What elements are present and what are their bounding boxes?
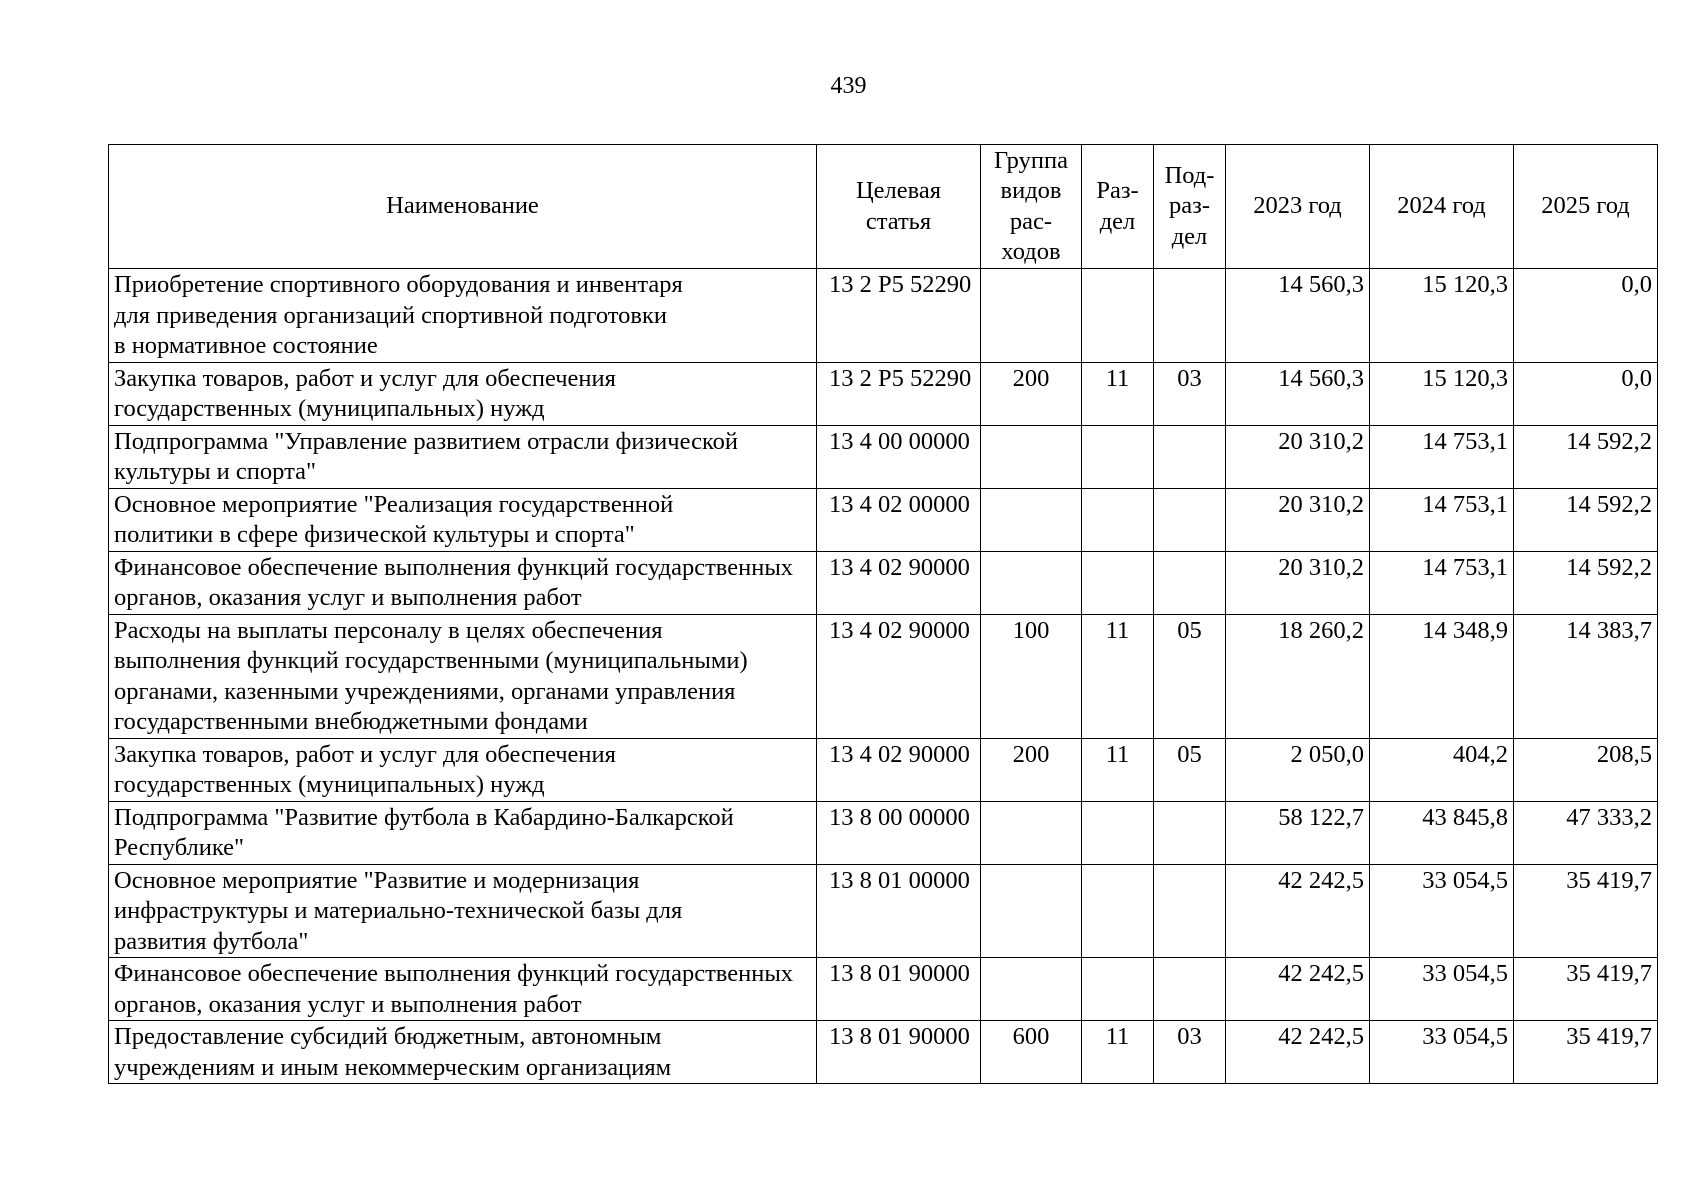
row-target-article: 13 4 02 90000: [817, 551, 981, 614]
table-row: [109, 614, 1658, 738]
row-value-2024: 33 054,5: [1370, 958, 1514, 1021]
row-name-line: Закупка товаров, работ и услуг для обеспечения: [114, 364, 616, 392]
row-subsection: [1154, 801, 1226, 864]
row-name-line: Финансовое обеспечение выполнения функций государственных: [114, 553, 794, 581]
table-body: [109, 269, 1658, 1084]
table-row: [109, 551, 1658, 614]
row-name-line: Приобретение спортивного оборудования и инвентаря: [114, 271, 683, 298]
row-name: [109, 958, 817, 1021]
row-name-line: Основное мероприятие "Реализация государственной: [114, 490, 674, 518]
table-row: [109, 362, 1658, 425]
row-value-2024: 14 753,1: [1370, 551, 1514, 614]
row-name: [109, 425, 817, 488]
header-2023: 2023 год: [1226, 145, 1370, 269]
row-value-2024: 15 120,3: [1370, 362, 1514, 425]
row-subsection: [1154, 958, 1226, 1021]
row-value-2025: 35 419,7: [1514, 1021, 1658, 1084]
row-value-2023: 14 560,3: [1226, 269, 1370, 363]
row-section: [1082, 551, 1154, 614]
row-value-2025: 14 383,7: [1514, 614, 1658, 738]
row-value-2024: 404,2: [1370, 738, 1514, 801]
table-row: [109, 958, 1658, 1021]
row-value-2024: 43 845,8: [1370, 801, 1514, 864]
row-value-2023: 58 122,7: [1226, 801, 1370, 864]
row-section: [1082, 425, 1154, 488]
row-name: [109, 269, 817, 363]
row-subsection: [1154, 269, 1226, 363]
row-expense-group: [981, 551, 1082, 614]
table-row: [109, 425, 1658, 488]
row-name-line: Подпрограмма "Управление развитием отрасли физической: [114, 427, 738, 455]
row-target-article: 13 4 00 00000: [817, 425, 981, 488]
row-target-article: 13 4 02 90000: [817, 614, 981, 738]
row-name: [109, 738, 817, 801]
row-expense-group: 600: [981, 1021, 1082, 1084]
row-name-line: Закупка товаров, работ и услуг для обеспечения: [114, 740, 616, 768]
row-value-2023: 20 310,2: [1226, 488, 1370, 551]
row-name: [109, 864, 817, 958]
row-section: 11: [1082, 362, 1154, 425]
header-2025: 2025 год: [1514, 145, 1658, 269]
row-name-line: органов, оказания услуг и выполнения работ: [114, 584, 582, 611]
row-subsection: 03: [1154, 362, 1226, 425]
row-value-2023: 42 242,5: [1226, 864, 1370, 958]
row-name-line: Подпрограмма "Развитие футбола в Кабардино-Балкарской: [114, 803, 734, 831]
row-value-2023: 20 310,2: [1226, 551, 1370, 614]
row-expense-group: [981, 958, 1082, 1021]
table-row: [109, 269, 1658, 363]
row-name: [109, 614, 817, 738]
row-target-article: 13 2 Р5 52290: [817, 269, 981, 363]
row-name: [109, 551, 817, 614]
row-value-2023: 18 260,2: [1226, 614, 1370, 738]
row-name-line: Расходы на выплаты персоналу в целях обеспечения: [114, 616, 663, 644]
row-subsection: [1154, 551, 1226, 614]
table-row: [109, 488, 1658, 551]
row-section: [1082, 958, 1154, 1021]
row-expense-group: 100: [981, 614, 1082, 738]
header-expense-group: Группа видов рас- ходов: [981, 145, 1082, 269]
row-subsection: 05: [1154, 614, 1226, 738]
row-name-line: Предоставление субсидий бюджетным, автономным: [114, 1023, 662, 1050]
row-subsection: [1154, 864, 1226, 958]
row-value-2025: 14 592,2: [1514, 551, 1658, 614]
row-expense-group: [981, 801, 1082, 864]
row-name-line: инфраструктуры и материально-технической базы для: [114, 897, 683, 924]
row-section: [1082, 269, 1154, 363]
row-subsection: [1154, 425, 1226, 488]
table-header-row: [109, 145, 1658, 269]
row-name-line: в нормативное состояние: [114, 332, 378, 359]
row-expense-group: [981, 425, 1082, 488]
row-section: 11: [1082, 738, 1154, 801]
row-value-2025: 14 592,2: [1514, 488, 1658, 551]
row-section: 11: [1082, 1021, 1154, 1084]
row-value-2024: 15 120,3: [1370, 269, 1514, 363]
row-target-article: 13 8 01 00000: [817, 864, 981, 958]
table-row: [109, 1021, 1658, 1084]
row-name-line: развития футбола": [114, 927, 309, 955]
table-row: [109, 738, 1658, 801]
row-expense-group: 200: [981, 738, 1082, 801]
row-subsection: 03: [1154, 1021, 1226, 1084]
row-name: [109, 801, 817, 864]
row-value-2025: 0,0: [1514, 362, 1658, 425]
row-name-line: культуры и спорта": [114, 458, 316, 485]
row-value-2023: 42 242,5: [1226, 1021, 1370, 1084]
row-name-line: Основное мероприятие "Развитие и модернизация: [114, 866, 640, 894]
row-name-line: органами, казенными учреждениями, органами управления: [114, 677, 736, 705]
row-name-line: выполнения функций государственными (муниципальными): [114, 647, 748, 674]
row-name-line: государственных (муниципальных) нужд: [114, 771, 545, 798]
row-name-line: для приведения организаций спортивной подготовки: [114, 301, 667, 329]
row-section: 11: [1082, 614, 1154, 738]
row-value-2023: 20 310,2: [1226, 425, 1370, 488]
row-name-line: Республике": [114, 834, 245, 861]
row-value-2024: 33 054,5: [1370, 1021, 1514, 1084]
header-target-article: Целевая статья: [817, 145, 981, 269]
row-target-article: 13 8 01 90000: [817, 1021, 981, 1084]
row-value-2024: 14 753,1: [1370, 425, 1514, 488]
header-name: Наименование: [109, 145, 817, 269]
row-subsection: [1154, 488, 1226, 551]
row-name-line: Финансовое обеспечение выполнения функций государственных: [114, 960, 794, 987]
header-subsection: Под- раз- дел: [1154, 145, 1226, 269]
row-expense-group: [981, 864, 1082, 958]
row-expense-group: [981, 269, 1082, 363]
row-value-2024: 33 054,5: [1370, 864, 1514, 958]
row-name: [109, 488, 817, 551]
row-section: [1082, 801, 1154, 864]
row-value-2025: 35 419,7: [1514, 864, 1658, 958]
row-name: [109, 1021, 817, 1084]
row-name-line: учреждениям и иным некоммерческим организациям: [114, 1053, 672, 1081]
table-row: [109, 801, 1658, 864]
budget-table: [108, 144, 1658, 1084]
row-value-2025: 47 333,2: [1514, 801, 1658, 864]
row-value-2024: 14 753,1: [1370, 488, 1514, 551]
row-name-line: политики в сфере физической культуры и спорта": [114, 521, 635, 548]
row-value-2023: 42 242,5: [1226, 958, 1370, 1021]
row-value-2025: 14 592,2: [1514, 425, 1658, 488]
row-value-2023: 14 560,3: [1226, 362, 1370, 425]
row-target-article: 13 4 02 90000: [817, 738, 981, 801]
row-value-2025: 0,0: [1514, 269, 1658, 363]
row-name: [109, 362, 817, 425]
row-value-2024: 14 348,9: [1370, 614, 1514, 738]
row-name-line: органов, оказания услуг и выполнения работ: [114, 990, 582, 1018]
row-target-article: 13 8 00 00000: [817, 801, 981, 864]
row-target-article: 13 8 01 90000: [817, 958, 981, 1021]
table-row: [109, 864, 1658, 958]
row-section: [1082, 864, 1154, 958]
row-expense-group: 200: [981, 362, 1082, 425]
page-number: 439: [830, 73, 867, 99]
row-value-2023: 2 050,0: [1226, 738, 1370, 801]
row-subsection: 05: [1154, 738, 1226, 801]
row-name-line: государственными внебюджетными фондами: [114, 708, 588, 735]
row-value-2025: 208,5: [1514, 738, 1658, 801]
row-target-article: 13 4 02 00000: [817, 488, 981, 551]
row-value-2025: 35 419,7: [1514, 958, 1658, 1021]
header-2024: 2024 год: [1370, 145, 1514, 269]
row-name-line: государственных (муниципальных) нужд: [114, 395, 545, 422]
header-section: Раз- дел: [1082, 145, 1154, 269]
row-target-article: 13 2 Р5 52290: [817, 362, 981, 425]
row-section: [1082, 488, 1154, 551]
row-expense-group: [981, 488, 1082, 551]
